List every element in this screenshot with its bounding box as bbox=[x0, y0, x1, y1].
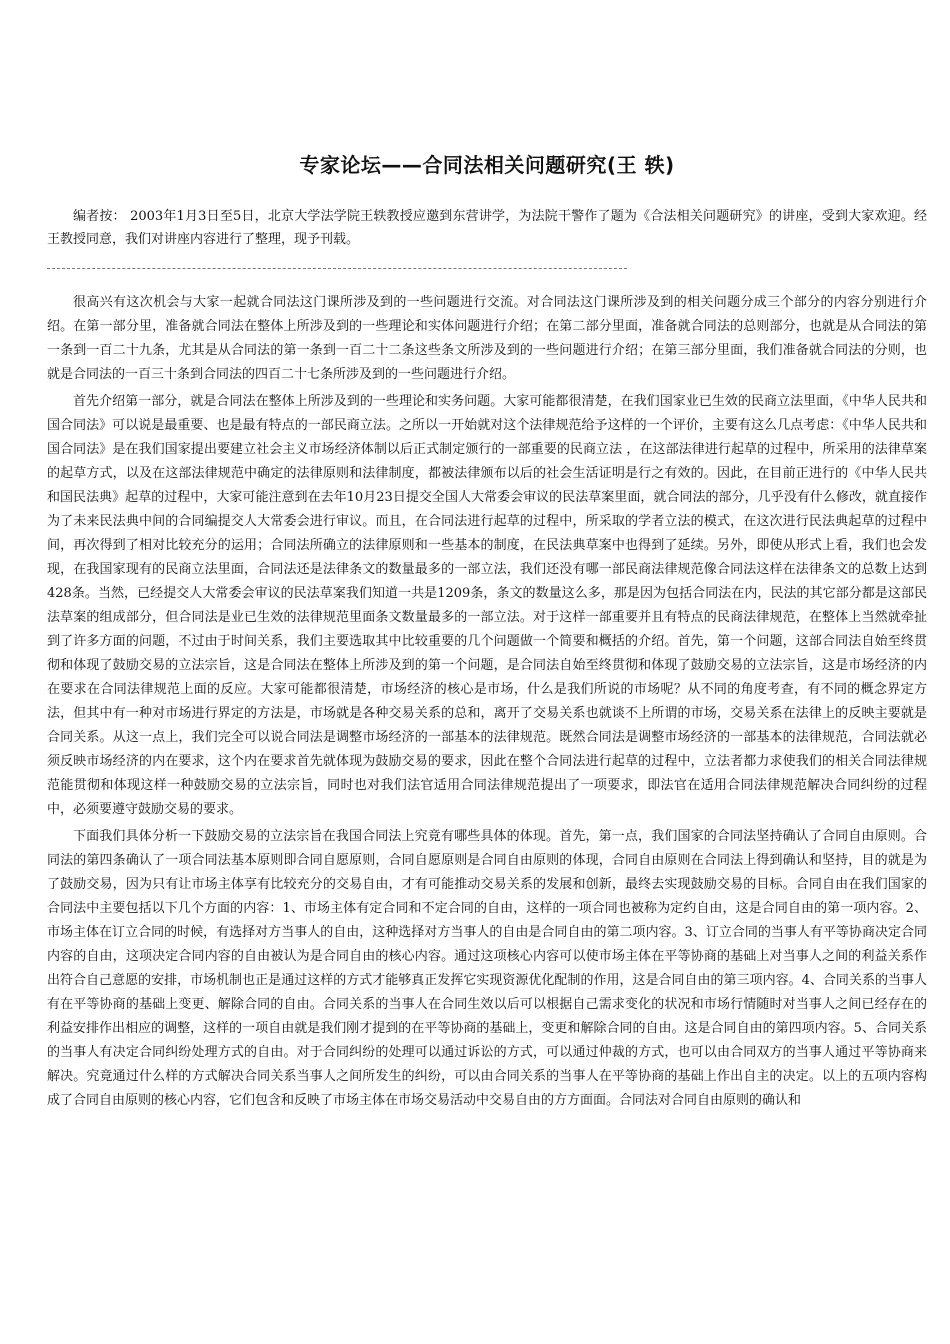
editor-note: 编者按： 2003年1月3日至5日，北京大学法学院王轶教授应邀到东营讲学，为法院干警作了题为《合法相关问题研究》的讲座，受到大家欢迎。经王教授同意，我们对讲座内容进行了整理，现予刊载。 bbox=[47, 209, 927, 247]
paragraph-contract-freedom: 下面我们具体分析一下鼓励交易的立法宗旨在我国合同法上究竟有哪些具体的体现。首先，第一点，我们国家的合同法坚持确认了合同自由原则。合同法的第四条确认了一项合同法基本原则即合同自愿原则，合同自愿原则是合同自由原则的体现，合同自由原则在合同法上得到确认和坚持，目的就是为了鼓励交易，因为只有让市场主体享有比较充分的交易自由，才有可能推动交易关系的发展和创新，最终去实现鼓励交易的目标。合同自由在我们国家的合同法中主要包括以下几个方面的内容：1、市场主体有定合同和不定合同的自由，这样的一项合同也被称为定约自由，这是合同自由的第一项内容。2、市场主体在订立合同的时候，有选择对方当事人的自由，这种选择对方当事人的自由是合同自由的第二项内容。3、订立合同的当事人有平等协商决定合同内容的自由，这项决定合同内容的自由被认为是合同自由的核心内容。通过这项核心内容可以使市场主体在平等协商的基础上对当事人之间的利益关系作出符合自己意愿的安排，市场机制也正是通过这样的方式才能够真正发挥它实现资源优化配制的作用，这是合同自由的第三项内容。4、合同关系的当事人有在平等协商的基础上变更、解除合同的自由。合同关系的当事人在合同生效以后可以根据自己需求变化的状况和市场行情随时对当事人之间已经存在的利益安排作出相应的调整，这样的一项自由就是我们刚才提到的在平等协商的基础上，变更和解除合同的自由。这是合同自由的第四项内容。5、合同关系的当事人有决定合同纠纷处理方式的自由。对于合同纠纷的处理可以通过诉讼的方式，可以通过仲裁的方式，也可以由合同双方的当事人通过平等协商来解决。究竟通过什么样的方式解决合同关系当事人之间所发生的纠纷，可以由合同关系的当事人在平等协商的基础上作出自主的决定。以上的五项内容构成了合同自由原则的核心内容，它们包含和反映了市场主体在市场交易活动中交易自由的方方面面。合同法对合同自由原则的确认和 bbox=[47, 829, 927, 1108]
article-body bbox=[47, 291, 927, 1116]
paragraph-part-one: 首先介绍第一部分，就是合同法在整体上所涉及到的一些理论和实务问题。大家可能都很清楚，在我们国家业已生效的民商立法里面，《中华人民共和国合同法》可以说是最重要、也是最有特点的一部民商立法。之所以一开始就对这个法律规范给予这样的一个评价，主要有这么几点考虑：《中华人民共和国合同法》是在我们国家提出要建立社会主义市场经济体制以后正式制定颁行的一部重要的民商立法 ，在这部法律进行起草的过程中，所采用的法律草案的起草方式，以及在这部法律规范中确定的法律原则和法律制度，都被法律颁布以后的社会生活证明是行之有效的。因此，在目前正进行的《中华人民共和国民法典》起草的过程中，大家可能注意到在去年10月23日提交全国人大常委会审议的民法草案里面，就合同法的部分，几乎没有什么修改，就直接作为了未来民法典中间的合同编提交人大常委会进行审议。而且，在合同法进行起草的过程中，所采取的学者立法的模式，在这次进行民法典起草的过程中间，再次得到了相对比较充分的运用；合同法所确立的法律原则和一些基本的制度，在民法典草案中也得到了延续。另外，即使从形式上看，我们也会发现，在我国家现有的民商立法里面，合同法还是法律条文的数量最多的一部立法，我们还没有哪一部民商法律规范像合同法这样在法律条文的总数上达到428条。当然，已经提交人大常委会审议的民法草案我们知道一共是1209条，条文的数量这么多，那是因为包括合同法在内，民法的其它部分都是这部民法草案的组成部分，但合同法是业已生效的法律规范里面条文数量最多的一部立法。对于这样一部重要并且有特点的民商法律规范，在整体上当然就牵扯到了许多方面的问题，不过由于时间关系，我们主要选取其中比较重要的几个问题做一个简要和概括的介绍。首先，第一个问题，这部合同法自始至终贯彻和体现了鼓励交易的立法宗旨，这是合同法在整体上所涉及到的第一个问题，是合同法自始至终贯彻和体现了鼓励交易的立法宗旨，这是市场经济的内在要求在合同法律规范上面的反应。大家可能都很清楚，市场经济的核心是市场，什么是我们所说的市场呢？从不同的角度考查，有不同的概念界定方法，但其中有一种对市场进行界定的方法是，市场就是各种交易关系的总和，离开了交易关系也就谈不上所谓的市场，交易关系在法律上的反映主要就是合同关系。从这一点上，我们完全可以说合同法是调整市场经济的一部基本的法律规范。既然合同法是调整市场经济的一部基本的法律规范，合同法就必须反映市场经济的内在要求，这个内在要求首先就体现为鼓励交易的要求，因此在整个合同法进行起草的过程中，立法者都力求使我们的相关合同法律规范能贯彻和体现这样一种鼓励交易的立法宗旨，同时也对我们法官适用合同法律规范提出了一项要求，即法官在适用合同法律规范解决合同纠纷的过程中，必须要遵守鼓励交易的要求。 bbox=[47, 394, 927, 817]
dashed-divider bbox=[47, 268, 627, 269]
document-title: 专家论坛——合同法相关问题研究(王 轶) bbox=[299, 153, 675, 177]
paragraph-intro: 很高兴有这次机会与大家一起就合同法这门课所涉及到的一些问题进行交流。对合同法这门课所涉及到的相关问题分成三个部分的内容分别进行介绍。在第一部分里，准备就合同法在整体上所涉及到的一些理论和实体问题进行介绍；在第二部分里面，准备就合同法的总则部分，也就是从合同法的第一条到一百二十九条，尤其是从合同法的第一条到一百二十二条这些条文所涉及到的一些问题进行介绍；在第三部分里面，我们准备就合同法的分则，也就是合同法的一百三十条到合同法的四百二十七条所涉及到的一些问题进行介绍。 bbox=[47, 295, 927, 382]
